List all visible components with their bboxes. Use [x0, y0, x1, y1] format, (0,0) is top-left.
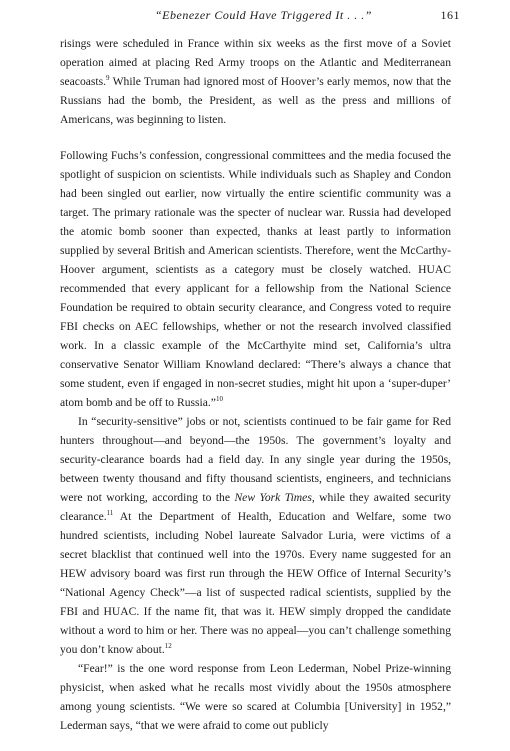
paragraph [60, 146, 451, 412]
paragraph-text: while they awaited security clearance. [60, 491, 451, 523]
note-reference: 11 [106, 509, 114, 518]
text-block-main [60, 146, 451, 735]
page-number: 161 [440, 8, 460, 22]
running-head [60, 8, 460, 24]
note-reference: 12 [164, 642, 172, 651]
text-block-top [60, 34, 451, 129]
paragraph-text: risings were scheduled in France within six weeks as the first move of a Soviet operation aimed at placing Red Army troops on the Atlantic and Mediterranean seacoasts. [60, 37, 451, 88]
paragraph-text: At the Department of Health, Education and Welfare, some two hundred scientists, including Nobel laureate Salvador Luria, were victims of a secret blacklist that continued well into the 1970s. Every name suggested for an HEW advisory board was first run through the HEW Office of Internal Security’s “National Agency Check”—a list of suspected radical scientists, supplied by the FBI and HUAC. If the name fit, that was it. HEW simply dropped the candidate without a word to him or her. There was no appeal—you can’t challenge something you don’t know about. [60, 510, 451, 656]
paragraph [60, 412, 451, 659]
note-reference: 9 [106, 74, 110, 83]
paragraph [60, 34, 451, 129]
paragraph-text: In “security-sensitive” jobs or not, scientists continued to be fair game for Red hunters throughout—and beyond—the 1950s. The government’s loyalty and security-clearance boards had a field day. In any single year during the 1950s, between twenty thousand and fifty thousand scientists, engineers, and technicians were not working, according to the [60, 415, 451, 504]
note-reference: 10 [215, 395, 223, 404]
paragraph-text: While Truman had ignored most of Hoover’s early memos, now that the Russians had the bomb, the President, as well as the press and millions of Americans, was beginning to listen. [60, 75, 451, 126]
running-title: “Ebenezer Could Have Triggered It . . .” [155, 8, 372, 22]
italic-text: New York Times, [234, 491, 315, 504]
paragraph [60, 659, 451, 735]
paragraph-text: “Fear!” is the one word response from Leon Lederman, Nobel Prize-winning physicist, when asked what he recalls most vividly about the 1950s atmosphere among young scientists. “We were so scared at Columbia [University] in 1952,” Lederman says, “that we were afraid to come out publicly [60, 662, 451, 732]
paragraph-text: Following Fuchs’s confession, congressional committees and the media focused the spotlight of suspicion on scientists. While individuals such as Shapley and Condon had been singled out earlier, now virtually the entire scientific community was a target. The primary rationale was the specter of nuclear war. Russia had developed the atomic bomb sooner than expected, thanks at least partly to information supplied by several British and American scientists. Therefore, went the McCarthy-Hoover argument, scientists as a category must be closely watched. HUAC recommended that every applicant for a fellowship from the National Science Foundation be required to obtain security clearance, and Congress voted to require FBI checks on AEC fellowships, whether or not the research involved classified work. In a classic example of the McCarthyite mind set, California’s ultra conservative Senator William Knowland declared: “There’s always a chance that some student, even if engaged in non-secret studies, might hit upon a ‘super-duper’ atom bomb and be off to Russia.” [60, 149, 451, 409]
